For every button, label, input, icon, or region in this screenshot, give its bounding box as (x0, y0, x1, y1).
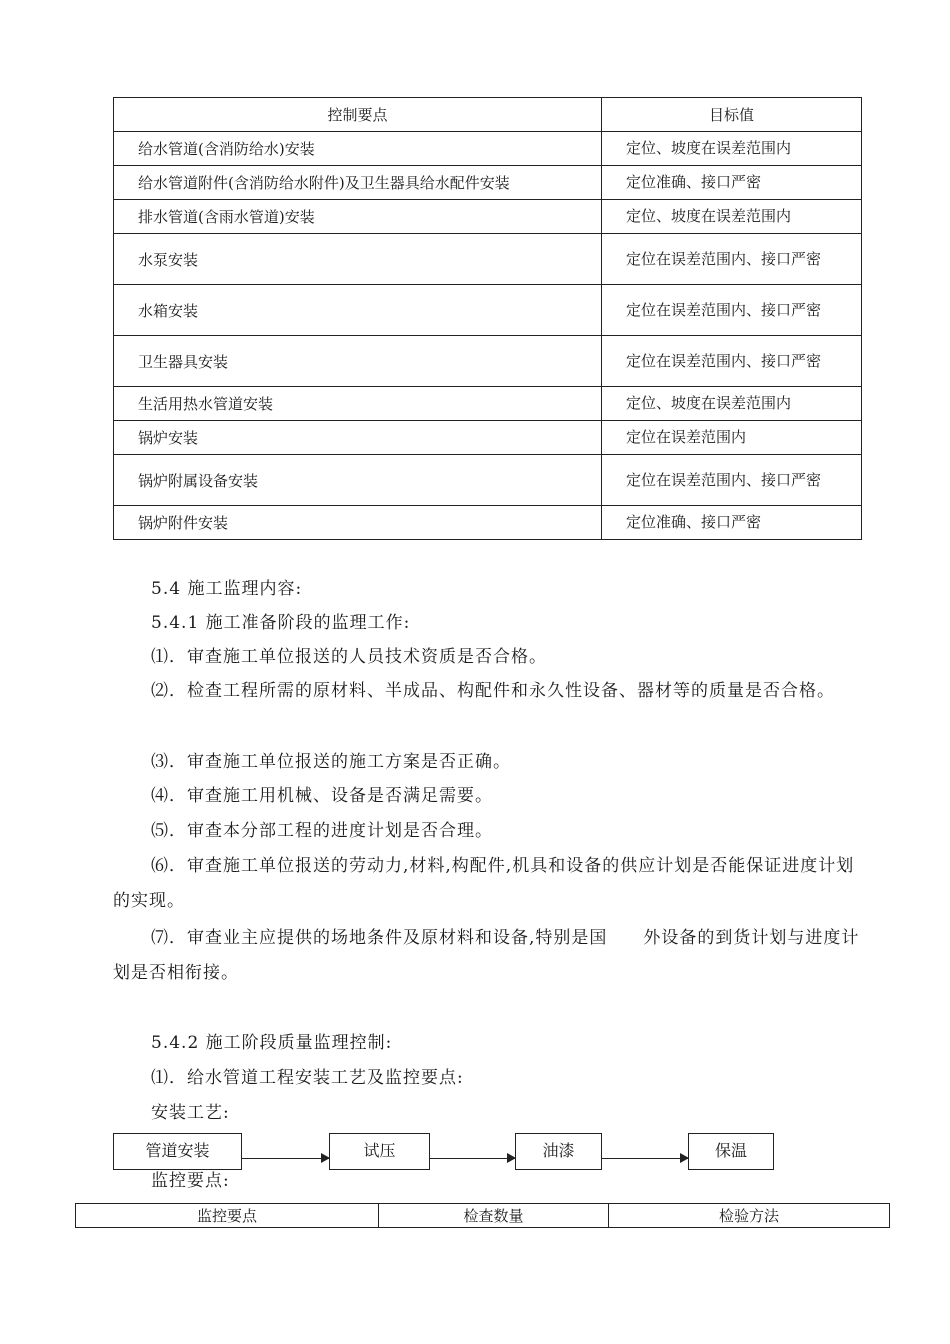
table-row (114, 200, 862, 234)
flow-arrow-icon (242, 1158, 329, 1159)
table-header-row (114, 98, 862, 132)
column-header-target: 目标值 (602, 98, 862, 132)
control-point-cell: 生活用热水管道安装 (114, 387, 602, 421)
column-header-point: 控制要点 (114, 98, 602, 132)
list-item: ⑶．审查施工单位报送的施工方案是否正确。 (151, 752, 511, 772)
table-row (114, 336, 862, 387)
target-value-cell: 定位在误差范围内、接口严密 (602, 336, 862, 387)
flow-step-insulation: 保温 (688, 1133, 774, 1170)
table-row (114, 421, 862, 455)
table-row (114, 506, 862, 540)
control-point-cell: 水箱安装 (114, 285, 602, 336)
list-item: ⑴．审查施工单位报送的人员技术资质是否合格。 (151, 647, 547, 667)
list-item: ⑹．审查施工单位报送的劳动力,材料,构配件,机具和设备的供应计划是否能保证进度计划的实现。 (113, 856, 855, 911)
target-value-cell: 定位、坡度在误差范围内 (602, 200, 862, 234)
target-value-cell: 定位准确、接口严密 (602, 166, 862, 200)
target-value-cell: 定位准确、接口严密 (602, 506, 862, 540)
target-value-cell: 定位、坡度在误差范围内 (602, 132, 862, 166)
target-value-cell: 定位在误差范围内、接口严密 (602, 285, 862, 336)
list-item: ⑷．审查施工用机械、设备是否满足需要。 (151, 786, 493, 806)
control-point-cell: 锅炉安装 (114, 421, 602, 455)
list-item: ⑺．审查业主应提供的场地条件及原材料和设备,特别是国 外设备的到货计划与进度计划是否相衔接。 (113, 928, 860, 983)
table-row (114, 166, 862, 200)
table-row (114, 132, 862, 166)
list-item: ⑴．给水管道工程安装工艺及监控要点: (151, 1068, 464, 1088)
control-point-cell: 锅炉附件安装 (114, 506, 602, 540)
flow-step-painting: 油漆 (515, 1133, 602, 1170)
subsection-title-5-4-2: 5.4.2 施工阶段质量监理控制: (151, 1033, 393, 1053)
table-row (114, 387, 862, 421)
monitor-label: 监控要点: (151, 1171, 230, 1191)
table-row (114, 285, 862, 336)
column-header-check-method: 检验方法 (609, 1204, 890, 1228)
subsection-title-5-4-1: 5.4.1 施工准备阶段的监理工作: (151, 613, 411, 633)
flow-arrow-icon (602, 1158, 688, 1159)
table-header-row (76, 1204, 890, 1228)
control-point-cell: 排水管道(含雨水管道)安装 (114, 200, 602, 234)
target-value-cell: 定位、坡度在误差范围内 (602, 387, 862, 421)
control-point-cell: 水泵安装 (114, 234, 602, 285)
control-points-table (113, 97, 862, 540)
control-point-cell: 给水管道附件(含消防给水附件)及卫生器具给水配件安装 (114, 166, 602, 200)
process-label: 安装工艺: (151, 1103, 230, 1123)
target-value-cell: 定位在误差范围内、接口严密 (602, 234, 862, 285)
control-point-cell: 卫生器具安装 (114, 336, 602, 387)
list-item: ⑵．检查工程所需的原材料、半成品、构配件和永久性设备、器材等的质量是否合格。 (151, 681, 835, 701)
flow-arrow-icon (430, 1158, 515, 1159)
control-point-cell: 锅炉附属设备安装 (114, 455, 602, 506)
target-value-cell: 定位在误差范围内 (602, 421, 862, 455)
flow-step-pressure-test: 试压 (329, 1133, 430, 1170)
section-title-5-4: 5.4 施工监理内容: (151, 579, 303, 599)
monitor-points-table (75, 1203, 890, 1228)
table-row (114, 455, 862, 506)
table-row (114, 234, 862, 285)
target-value-cell: 定位在误差范围内、接口严密 (602, 455, 862, 506)
column-header-monitor-point: 监控要点 (76, 1204, 379, 1228)
column-header-check-quantity: 检查数量 (379, 1204, 609, 1228)
list-item: ⑸．审查本分部工程的进度计划是否合理。 (151, 821, 493, 841)
flow-step-pipe-install: 管道安装 (113, 1133, 242, 1170)
control-point-cell: 给水管道(含消防给水)安装 (114, 132, 602, 166)
